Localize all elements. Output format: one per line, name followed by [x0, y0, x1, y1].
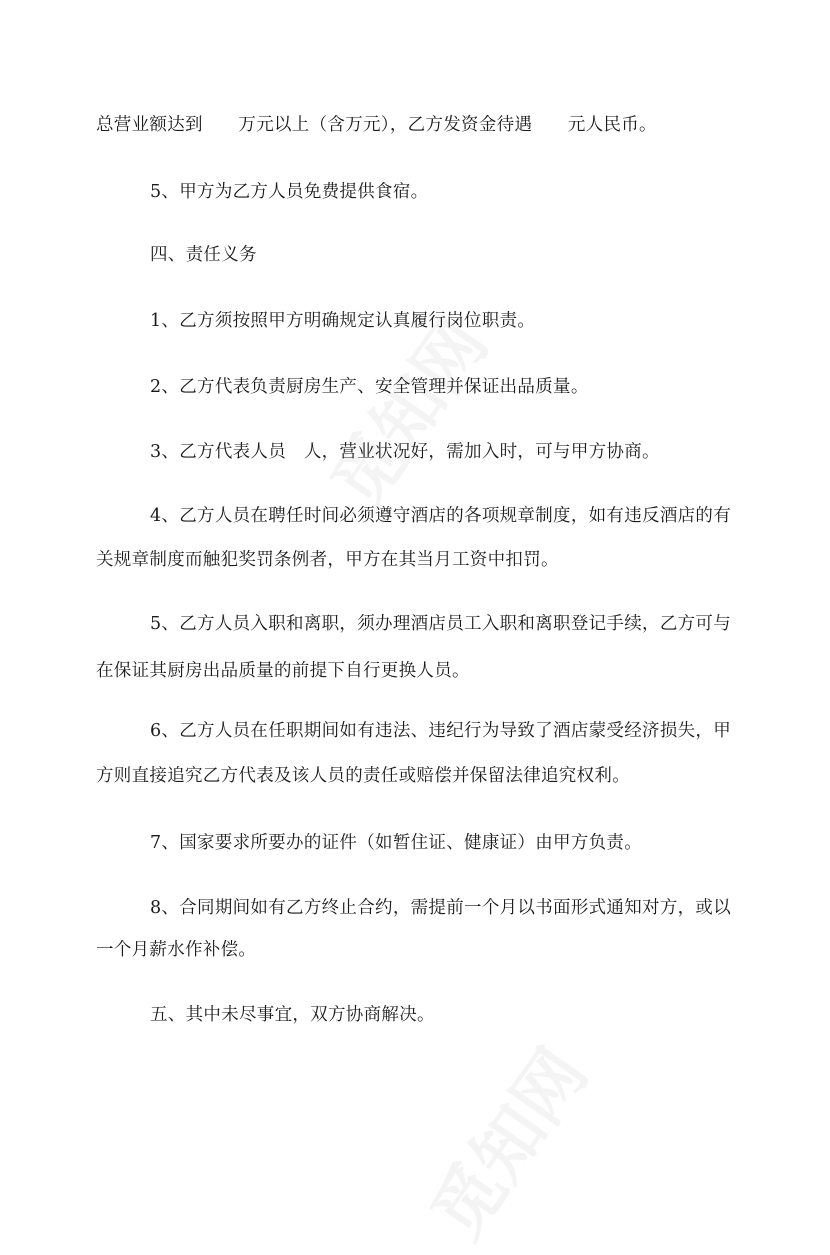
list-item: 4、乙方人员在聘任时间必须遵守酒店的各项规章制度，如有违反酒店的有 [150, 506, 732, 526]
list-item-continuation: 在保证其厨房出品质量的前提下自行更换人员。 [96, 661, 470, 681]
list-item-continuation: 一个月薪水作补偿。 [96, 940, 257, 960]
list-item: 2、乙方代表负责厨房生产、安全管理并保证出品质量。 [150, 377, 589, 397]
list-item: 7、国家要求所要办的证件（如暂住证、健康证）由甲方负责。 [150, 833, 643, 853]
list-item-continuation: 关规章制度而触犯奖罚条例者，甲方在其当月工资中扣罚。 [96, 550, 559, 570]
paragraph: 5、甲方为乙方人员免费提供食宿。 [150, 182, 429, 202]
list-item: 1、乙方须按照甲方明确规定认真履行岗位职责。 [150, 311, 536, 331]
list-item-continuation: 方则直接追究乙方代表及该人员的责任或赔偿并保留法律追究权利。 [96, 766, 630, 786]
list-item: 6、乙方人员在任职期间如有违法、违纪行为导致了酒店蒙受经济损失，甲 [150, 721, 732, 741]
section-heading: 五、其中未尽事宜，双方协商解决。 [150, 1005, 435, 1025]
list-item: 8、合同期间如有乙方终止合约，需提前一个月以书面形式通知对方，或以 [150, 898, 732, 918]
watermark [403, 1026, 606, 1255]
paragraph: 总营业额达到 万元以上（含万元），乙方发资金待遇 元人民币。 [96, 115, 657, 135]
list-item: 3、乙方代表人员 人，营业状况好，需加入时，可与甲方协商。 [150, 442, 660, 462]
section-heading: 四、责任义务 [150, 245, 257, 265]
list-item: 5、乙方人员入职和离职，须办理酒店员工入职和离职登记手续，乙方可与 [150, 614, 732, 634]
